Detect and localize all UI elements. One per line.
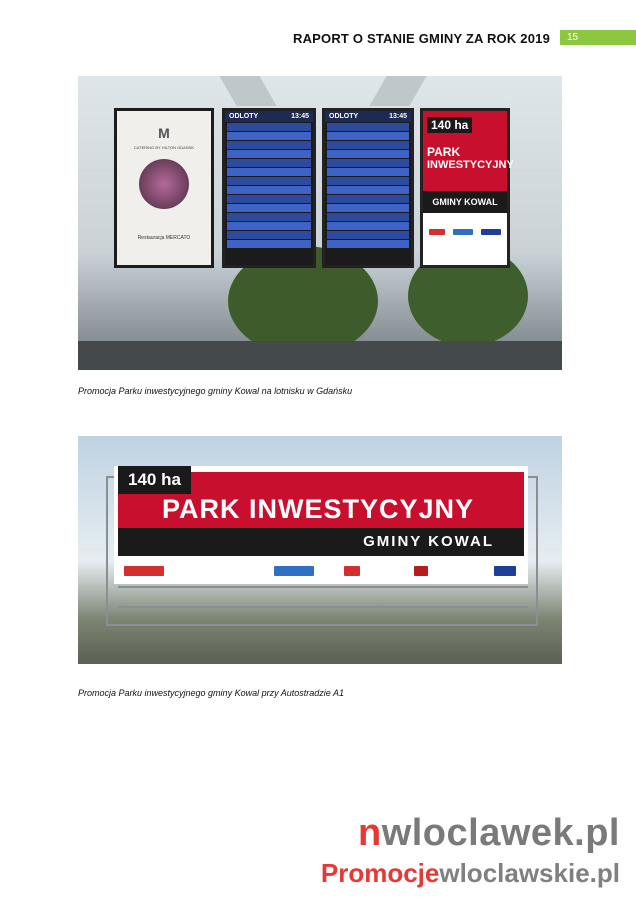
logo-eu-flag <box>481 229 501 235</box>
page-number: 15 <box>560 30 636 45</box>
ad-line1: PARK <box>427 145 461 159</box>
logo-poland-flag <box>344 566 360 576</box>
logo-program-regionalny <box>274 566 314 576</box>
departures-screen-1 <box>222 108 316 268</box>
ad-line2: INWESTYCYJNY <box>427 159 514 171</box>
ad-area: 140 ha <box>427 117 472 133</box>
food-image <box>139 159 189 209</box>
watermark-nwloclawek: nwloclawek.pl <box>357 812 620 854</box>
caption-figure-1: Promocja Parku inwestycyjnego gminy Kowal na lotnisku w Gdańsku <box>78 386 353 396</box>
billboard-line1: PARK INWESTYCYJNY <box>162 494 475 524</box>
billboard-area: 140 ha <box>118 466 191 494</box>
departures-screen-2 <box>322 108 414 268</box>
ad-line3: GMINY KOWAL <box>423 191 507 213</box>
crowd <box>78 341 562 370</box>
park-ad-screen <box>420 108 514 268</box>
report-title: RAPORT O STANIE GMINY ZA ROK 2019 <box>292 31 550 46</box>
logo-invest <box>124 566 164 576</box>
catering-logo: M <box>158 125 170 141</box>
logo-invest <box>429 229 445 235</box>
billboard <box>114 466 528 584</box>
scaffold-bar <box>118 606 528 608</box>
departures-header: ODLOTY 13:45 <box>225 111 313 122</box>
ceiling-beam <box>369 76 426 106</box>
watermark-promocje: Promocjewloclawskie.pl <box>320 858 620 888</box>
catering-text: CATERING BY HILTON GDAŃSK <box>133 145 195 150</box>
caption-figure-2: Promocja Parku inwestycyjnego gminy Kowal przy Autostradzie A1 <box>78 688 344 698</box>
logo-eu-flag <box>494 566 516 576</box>
departures-header: ODLOTY 13:45 <box>325 111 411 122</box>
logo-voivodeship <box>414 566 428 576</box>
ad-red-panel <box>423 111 514 191</box>
billboard-photo <box>78 436 562 664</box>
scaffold-bar <box>118 586 528 588</box>
billboard-line2: GMINY KOWAL <box>118 528 524 556</box>
catering-screen <box>114 108 214 268</box>
airport-photo <box>78 76 562 370</box>
ceiling-beam <box>219 76 276 106</box>
catering-name: Restauracja MERCATO <box>137 235 191 241</box>
logo-ue <box>453 229 473 235</box>
